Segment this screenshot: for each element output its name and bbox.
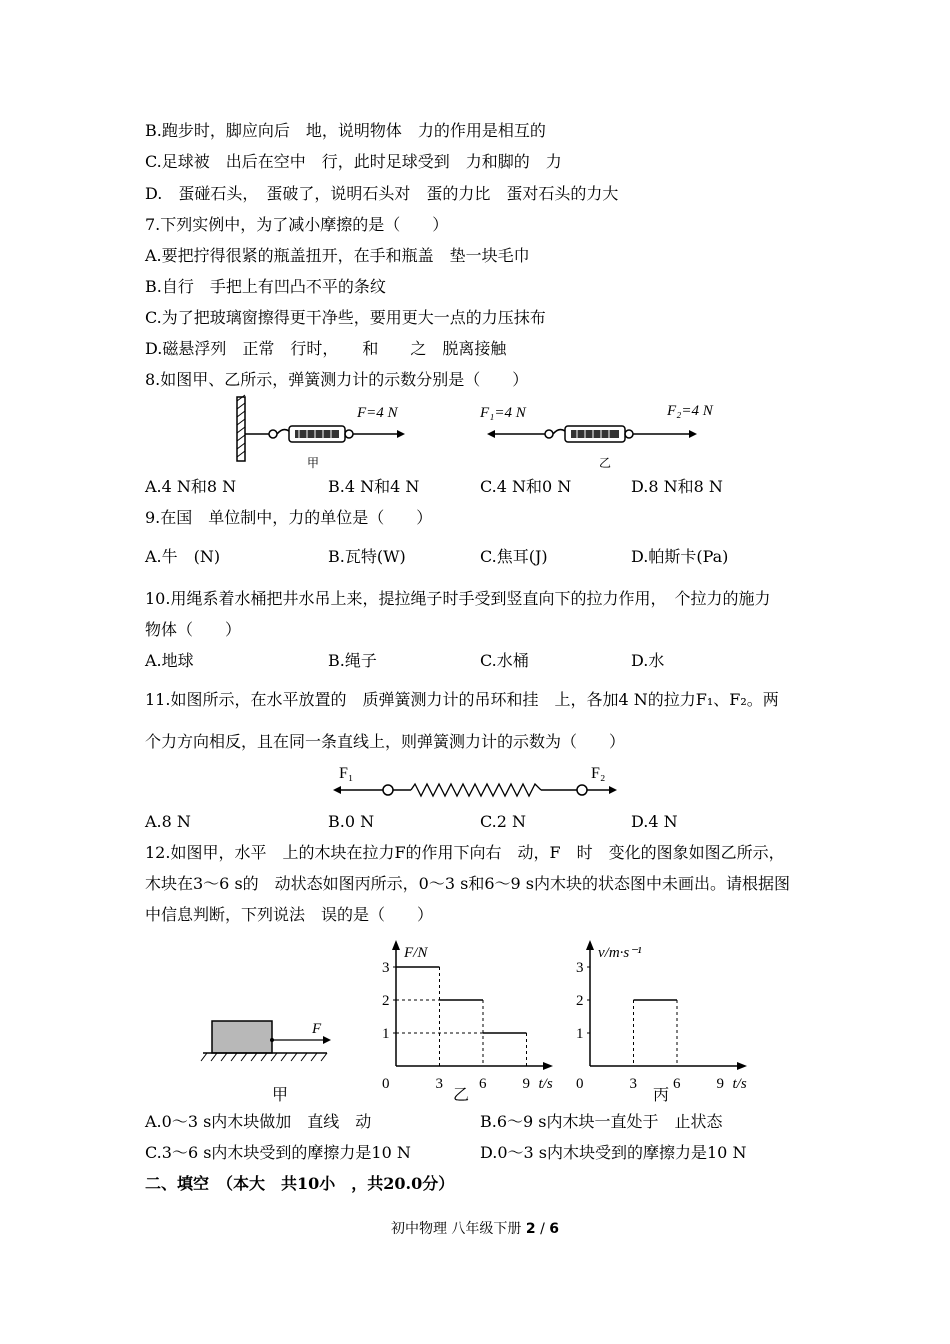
- yi-x-tick-0: 0: [382, 1076, 390, 1092]
- yi-y-tick-2: 2: [382, 993, 390, 1009]
- yi-x-tick-9: 9: [522, 1076, 530, 1092]
- spring-scale-jia: [245, 426, 405, 442]
- yi-x-tick-6: 6: [479, 1076, 487, 1092]
- q12-option-a: A.0～3 s内木块做加 直线 动: [145, 1112, 372, 1131]
- bing-y-label: v/m·s⁻¹: [598, 945, 642, 961]
- q10-option-c: C.水桶: [480, 651, 529, 670]
- q12-option-b: B.6～9 s内木块一直处于 止状态: [480, 1112, 723, 1131]
- q7-option-a: A.要把拧得很紧的瓶盖扭开，在手和瓶盖 垫一块毛巾: [145, 246, 530, 265]
- q6-option-c: C.足球被 出后在空中 行，此时足球受到 力和脚的 力: [145, 152, 562, 171]
- yi-y-label: F/N: [404, 945, 428, 961]
- q12-stem-3: 中信息判断，下列说法 误的是（ ）: [145, 905, 434, 924]
- q9-stem: 9.在国 单位制中，力的单位是（ ）: [145, 508, 433, 527]
- q7-stem: 7.下列实例中，为了减小摩擦的是（ ）: [145, 215, 449, 234]
- spring-scale-yi: [487, 426, 697, 442]
- bing-y-arrow: [586, 940, 594, 950]
- footer-page: 2: [525, 1221, 536, 1237]
- section-2-heading: 二、填空 （本大 共10小 ，共20.0分）: [145, 1174, 455, 1193]
- q11-option-b: B.0 N: [328, 812, 375, 831]
- bing-x-tick-9: 9: [716, 1076, 724, 1092]
- q8-option-c: C.4 N和0 N: [480, 477, 572, 496]
- q7-option-c: C.为了把玻璃窗擦得更干净些，要用更大一点的力压抹布: [145, 308, 546, 327]
- bing-x-tick-0: 0: [576, 1076, 584, 1092]
- q11-f1-label: F₁: [339, 765, 354, 782]
- q12-stem: 12.如图甲，水平 上的木块在拉力F的作用下向右 动，F 时 变化的图象如图乙所示，: [145, 843, 785, 862]
- q8-yi-f2-label: F₂=4 N: [667, 403, 713, 419]
- bing-y-tick-3: 3: [576, 960, 584, 976]
- yi-y-arrow: [392, 940, 400, 950]
- yi-y-tick-3: 3: [382, 960, 390, 976]
- q8-yi-f1-label: F₁=4 N: [480, 405, 526, 421]
- q10-option-d: D.水: [631, 651, 665, 670]
- bing-x-tick-6: 6: [673, 1076, 681, 1092]
- chart-yi: [382, 940, 553, 1092]
- q11-stem-2: 个力方向相反，且在同一条直线上，则弹簧测力计的示数为（ ）: [145, 732, 626, 751]
- q12-yi-caption: 乙: [453, 1087, 470, 1104]
- q9-option-d: D.帕斯卡(Pa): [631, 547, 729, 566]
- q11-option-a: A.8 N: [145, 812, 191, 831]
- q12-bing-caption: 丙: [653, 1087, 670, 1104]
- q9-option-b: B.瓦特(W): [328, 547, 406, 566]
- q10-option-a: A.地球: [145, 651, 194, 670]
- q11-option-c: C.2 N: [480, 812, 527, 831]
- q11-option-d: D.4 N: [631, 812, 678, 831]
- footer-sep: /: [535, 1221, 550, 1237]
- q10-option-b: B.绳子: [328, 651, 377, 670]
- q6-option-d: D. 蛋碰石头， 蛋破了，说明石头对 蛋的力比 蛋对石头的力大: [145, 184, 619, 203]
- q8-stem: 8.如图甲、乙所示，弹簧测力计的示数分别是（ ）: [145, 370, 529, 389]
- bing-x-arrow: [737, 1062, 747, 1070]
- q8-yi-caption: 乙: [599, 456, 612, 470]
- q12-stem-2: 木块在3～6 s的 动状态如图丙所示，0～3 s和6～9 s内木块的状态图中未画出。请根据图: [145, 874, 790, 893]
- q11-stem: 11.如图所示，在水平放置的 质弹簧测力计的吊环和挂 上，各加4 N的拉力F₁、F₂。两: [145, 690, 779, 709]
- bing-y-tick-2: 2: [576, 993, 584, 1009]
- q7-option-d: D.磁悬浮列 正常 行时， 和 之 脱离接触: [145, 339, 507, 358]
- bing-y-tick-1: 1: [576, 1026, 584, 1042]
- q8-figure: [225, 393, 745, 473]
- yi-x-label: t/s: [538, 1076, 553, 1092]
- q11-f2-label: F₂: [591, 765, 606, 782]
- wall-jia: [237, 395, 245, 461]
- q8-jia-caption: 甲: [307, 456, 320, 470]
- footer-subject: 初中物理 八年级下册: [390, 1221, 522, 1237]
- page-footer: [0, 1218, 950, 1238]
- q9-option-a: A.牛 (N): [145, 547, 221, 566]
- q12-option-c: C.3～6 s内木块受到的摩擦力是10 N: [145, 1143, 411, 1162]
- chart-bing: [576, 940, 747, 1092]
- q9-option-c: C.焦耳(J): [480, 547, 548, 566]
- q11-figure: [325, 760, 625, 804]
- q12-jia-caption: 甲: [272, 1087, 289, 1104]
- q6-option-b: B.跑步时，脚应向后 地，说明物体 力的作用是相互的: [145, 121, 546, 140]
- q10-stem: 10.用绳系着水桶把井水吊上来，提拉绳子时手受到竖直向下的拉力作用， 个拉力的施力: [145, 589, 771, 608]
- yi-x-arrow: [543, 1062, 553, 1070]
- q8-option-a: A.4 N和8 N: [145, 477, 237, 496]
- q8-option-b: B.4 N和4 N: [328, 477, 420, 496]
- yi-y-tick-1: 1: [382, 1026, 390, 1042]
- q12-option-d: D.0～3 s内木块受到的摩擦力是10 N: [480, 1143, 747, 1162]
- yi-x-tick-3: 3: [435, 1076, 443, 1092]
- q8-option-d: D.8 N和8 N: [631, 477, 723, 496]
- q10-stem-2: 物体（ ）: [145, 620, 242, 639]
- q12-force-label: F: [312, 1021, 322, 1037]
- q7-option-b: B.自行 手把上有凹凸不平的条纹: [145, 277, 386, 296]
- bing-x-tick-3: 3: [629, 1076, 637, 1092]
- bing-x-label: t/s: [732, 1076, 747, 1092]
- footer-total: 6: [549, 1221, 560, 1237]
- q8-jia-force-label: F=4 N: [357, 405, 398, 421]
- q12-figure: [195, 935, 775, 1105]
